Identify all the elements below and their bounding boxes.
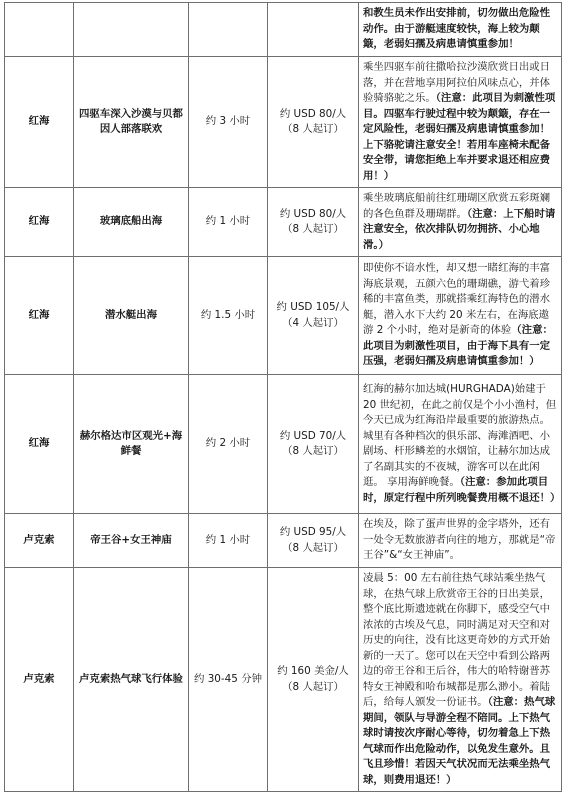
activity-name-cell: 四驱车深入沙漠与贝都因人部落联欢 [74,57,189,188]
min-group-line: （8 人起订） [282,680,344,693]
price-line: 约 USD 70/人 [279,429,347,442]
description-notice: （注意：此项目为刺激性项目。四驱车行驶过程中较为颠簸，存在一定风险性，老弱妇孺及病患请慎重参加！上下骆驼请注意安全！若用车座椅未配备安全带，请您拒绝上车并要求退还相应费用！） [363,92,556,182]
min-group-line: （8 人起订） [282,123,344,135]
location-cell: 红海 [5,257,74,375]
activity-name-cell: 帝王谷+女王神庙 [74,514,189,568]
description-cell [359,257,562,375]
table-row [5,375,562,514]
min-group-line: （8 人起订） [282,223,344,235]
min-group-line: （4 人起订） [282,316,344,329]
location-cell: 红海 [5,57,74,188]
description-notice: （注意：上下船时请注意安全，依次排队切勿拥挤、小心地滑。） [363,207,556,251]
table-row [5,514,562,568]
activity-name-cell: 卢克索热气球飞行体验 [74,568,189,792]
description-text: 红海的赫尔加达城(HURGHADA)始建于 20 世纪初，在此之前仅是个小小渔村，但今天已成为红海沿岸最重要的旅游热点。城里有各种档次的俱乐部、海滩酒吧、小剧场、杆形鳞差的水烟馆，让赫尔加达成了名副其实的不夜城，游客可以在此闲逛。 享用海鲜晚餐。 [363,383,557,488]
location-cell: 卢克索 [5,568,74,792]
duration-cell: 约 30-45 分钟 [189,568,268,792]
duration-cell: 约 3 小时 [189,57,268,188]
activity-name-cell: 赫尔格达市区观光+海鲜餐 [74,375,189,514]
description-notice: 和教生员未作出安排前，切勿做出危险性动作。由于游艇速度较快，海上较为颠簸，老弱妇孺及病患请慎重参加！ [363,7,551,51]
description-text: 即使你不谙水性，却又想一睹红海的丰富海底景观，五颜六色的珊瑚礁，游弋着珍稀的丰富鱼类，那就搭乘红海特色的潜水艇，潜入水下大约 20 米左右，在海底遨游 2 个小时，绝对是新奇的体验 [363,262,551,337]
duration-cell: 约 1.5 小时 [189,257,268,375]
location-cell: 卢克索 [5,514,74,568]
location-cell: 红海 [5,188,74,257]
price-cell [268,514,359,568]
table-row [5,188,562,257]
description-notice: （注意：参加此项目时，原定行程中所列晚餐费用概不退还！） [363,476,561,504]
activity-name-cell: 玻璃底船出海 [74,188,189,257]
description-cell [359,568,562,792]
price-line: 约 USD 80/人 [279,107,347,120]
description-cell [359,57,562,188]
price-cell [268,188,359,257]
description-notice: （注意：此项目为刺激性项目，由于海下具有一定压强，老弱妇孺及病患请慎重参加！） [363,324,553,368]
price-line: 约 USD 105/人 [276,301,350,313]
description-text: 凌晨 5：00 左右前往热气球站乘坐热气球，在热气球上欣赏帝王谷的日出美景，整个底比斯遗迹就在你脚下，感受空气中浓浓的古埃及气息，同时满足对天空和对历史的向往，没有比这更奇妙的方式开始新的一天了。您可以在天空中看到公路两边的帝王谷和王后谷，伟大的哈特谢普苏特女王神殿和哈布城都是那么渺小。着陆后，给每人颁发一份证书。 [363,572,551,708]
table-row [5,3,562,57]
activity-name-cell: 潜水艇出海 [74,257,189,375]
price-cell [268,375,359,514]
location-cell: 红海 [5,375,74,514]
duration-cell [189,3,268,57]
description-cell [359,375,562,514]
min-group-line: （8 人起订） [282,541,344,554]
description-text: 乘坐四驱车前往撒哈拉沙漠欣赏日出或日落，并在营地享用阿拉伯风味点心，并体验骑骆驼之乐。 [363,61,551,104]
description-cell [359,188,562,257]
table-row [5,57,562,188]
description-cell [359,514,562,568]
description-cell [359,3,562,57]
duration-cell: 约 2 小时 [189,375,268,514]
table-row [5,568,562,792]
price-cell [268,568,359,792]
price-line: 约 USD 80/人 [279,207,347,220]
activity-name-cell [74,3,189,57]
description-text: 在埃及，除了蛋声世界的金字塔外，还有一处令无数旅游者向往的地方，那就是“帝王谷”&“女王神庙”。 [363,518,556,562]
duration-cell: 约 1 小时 [189,188,268,257]
min-group-line: （8 人起订） [282,445,344,457]
description-notice: （注意：热气球期间，领队与导游全程不陪同。上下热气球时请按次序耐心等待，切勿着急上下热气球而作出危险动作，以免发生意外。且飞且珍惜！若因天气状况而无法乘坐热气球，则费用退还！） [363,696,556,786]
price-cell [268,3,359,57]
description-text: 乘坐玻璃底船前往红珊瑚区欣赏五彩斑斓的各色鱼群及珊瑚群。 [363,192,551,220]
price-line: 约 USD 95/人 [279,526,347,538]
price-cell [268,57,359,188]
table-row [5,257,562,375]
duration-cell: 约 1 小时 [189,514,268,568]
location-cell [5,3,74,57]
excursion-table [4,2,562,792]
price-cell [268,257,359,375]
price-line: 约 160 美金/人 [277,665,349,677]
